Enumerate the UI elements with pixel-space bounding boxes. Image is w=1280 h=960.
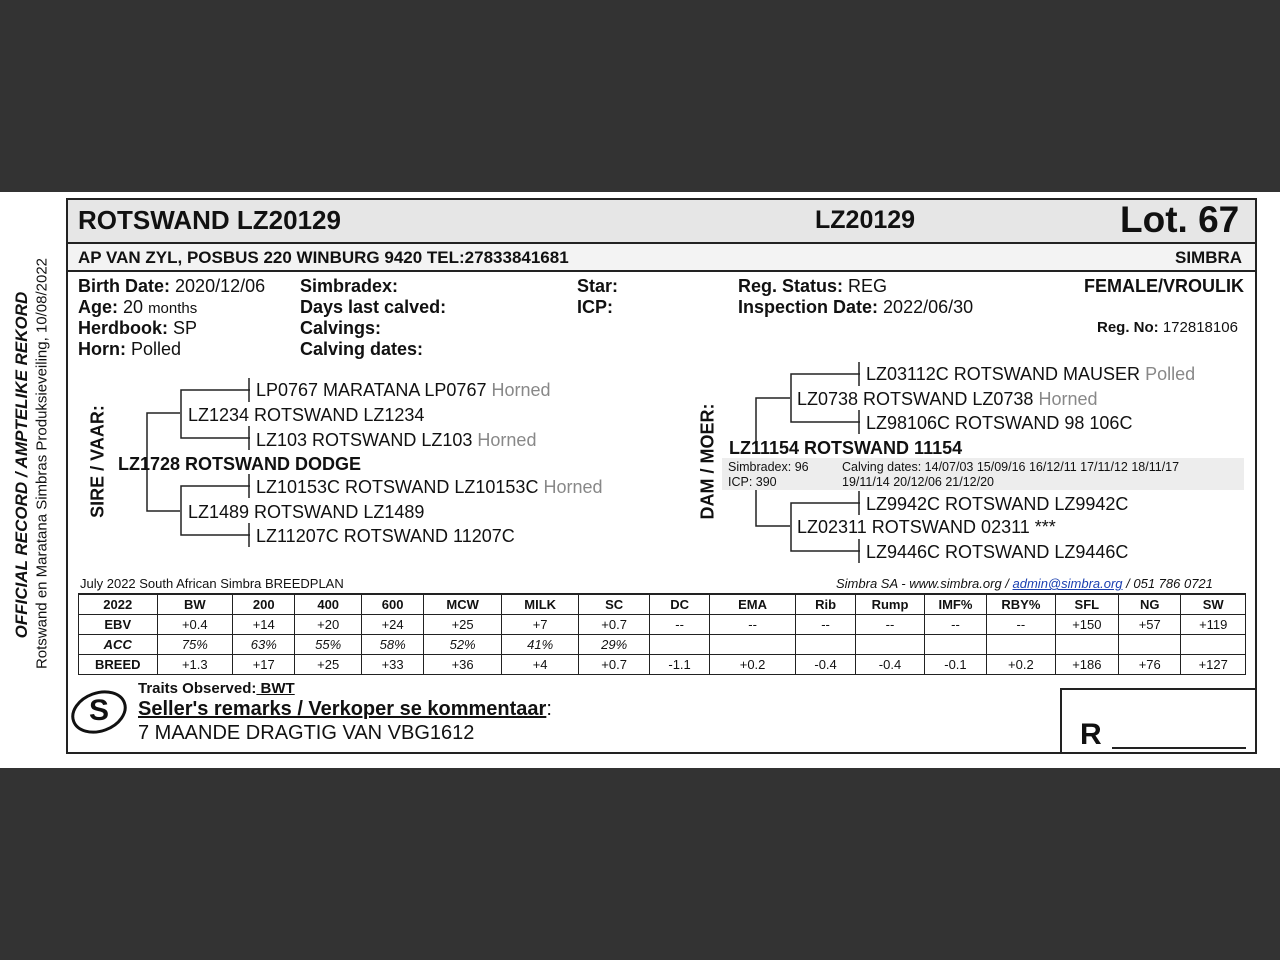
breed: SIMBRA bbox=[1175, 248, 1243, 267]
table-cell: 600 bbox=[361, 594, 423, 615]
animal-name: ROTSWAND LZ20129 bbox=[78, 205, 341, 235]
sire-name: LZ1728 ROTSWAND DODGE bbox=[118, 454, 362, 474]
table-cell: BREED bbox=[79, 655, 158, 675]
table-cell: +76 bbox=[1119, 655, 1181, 675]
table-cell bbox=[710, 635, 796, 655]
sale-info-label: Rotswand en Maratana Simbras Produksieveiling, 10/08/2022 bbox=[33, 257, 51, 670]
dam-calving-dates-cont: 19/11/14 20/12/06 21/12/20 bbox=[842, 475, 994, 489]
table-cell: SW bbox=[1181, 594, 1246, 615]
table-cell: -- bbox=[856, 615, 924, 635]
table-cell: +0.4 bbox=[157, 615, 233, 635]
dam-sire: LZ0738 ROTSWAND LZ0738 Horned bbox=[797, 389, 1098, 409]
table-cell: +186 bbox=[1055, 655, 1118, 675]
table-cell: +0.7 bbox=[579, 655, 649, 675]
table-cell: +150 bbox=[1055, 615, 1118, 635]
table-cell: 63% bbox=[233, 635, 295, 655]
table-cell: +57 bbox=[1119, 615, 1181, 635]
dam-icp: ICP: 390 bbox=[728, 475, 777, 489]
dam-dam-dam: LZ9446C ROTSWAND LZ9446C bbox=[866, 542, 1129, 562]
traits-observed: Traits Observed: BWT bbox=[138, 680, 295, 697]
table-cell: -- bbox=[649, 615, 709, 635]
email-link[interactable]: admin@simbra.org bbox=[1012, 576, 1123, 591]
table-cell: BW bbox=[157, 594, 233, 615]
table-cell bbox=[1181, 635, 1246, 655]
sellers-remarks-label: Seller's remarks / Verkoper se kommentaar: bbox=[138, 698, 552, 720]
sire-sire: LZ1234 ROTSWAND LZ1234 bbox=[188, 405, 425, 425]
table-cell: Rib bbox=[795, 594, 855, 615]
official-record-label: OFFICIAL RECORD / AMPTELIKE REKORD bbox=[12, 291, 31, 639]
table-cell: +36 bbox=[424, 655, 502, 675]
table-cell bbox=[1119, 635, 1181, 655]
table-cell: +24 bbox=[361, 615, 423, 635]
table-cell: +4 bbox=[501, 655, 579, 675]
sire-sire-sire: LP0767 MARATANA LP0767 Horned bbox=[256, 380, 551, 400]
dam-calving-dates: Calving dates: 14/07/03 15/09/16 16/12/11 17/11/12 18/11/17 bbox=[842, 460, 1180, 474]
table-cell: +14 bbox=[233, 615, 295, 635]
dam-dam-sire: LZ9942C ROTSWAND LZ9942C bbox=[866, 494, 1129, 514]
days-last-calved-label: Days last calved: bbox=[300, 297, 447, 317]
table-cell: +25 bbox=[295, 655, 361, 675]
table-cell: 52% bbox=[424, 635, 502, 655]
ebv-table bbox=[78, 593, 1246, 675]
table-cell: -- bbox=[987, 615, 1055, 635]
svg-text:S: S bbox=[88, 694, 110, 727]
inspection-date: Inspection Date: 2022/06/30 bbox=[738, 297, 974, 317]
price-input-line[interactable] bbox=[1112, 747, 1246, 749]
sire-label: SIRE / VAAR: bbox=[87, 405, 108, 518]
birth-date: Birth Date: 2020/12/06 bbox=[78, 276, 266, 296]
table-cell: +0.2 bbox=[710, 655, 796, 675]
table-cell: 29% bbox=[579, 635, 649, 655]
simbradex-label: Simbradex: bbox=[300, 276, 399, 296]
sex: FEMALE/VROULIK bbox=[1084, 276, 1244, 296]
table-cell: 400 bbox=[295, 594, 361, 615]
table-cell: SFL bbox=[1055, 594, 1118, 615]
table-cell: IMF% bbox=[924, 594, 986, 615]
dam-name: LZ11154 ROTSWAND 11154 bbox=[729, 438, 963, 458]
table-cell bbox=[924, 635, 986, 655]
table-cell: RBY% bbox=[987, 594, 1055, 615]
icp-label: ICP: bbox=[577, 297, 613, 317]
table-cell: +33 bbox=[361, 655, 423, 675]
table-cell: -1.1 bbox=[649, 655, 709, 675]
age: Age: 20 months bbox=[78, 297, 198, 317]
table-row bbox=[79, 655, 1246, 675]
table-cell bbox=[987, 635, 1055, 655]
table-cell bbox=[795, 635, 855, 655]
table-cell: +0.2 bbox=[987, 655, 1055, 675]
sellers-remarks: 7 MAANDE DRAGTIG VAN VBG1612 bbox=[138, 722, 475, 744]
table-cell: +0.7 bbox=[579, 615, 649, 635]
table-cell: -- bbox=[795, 615, 855, 635]
lot-number: Lot. 67 bbox=[1120, 199, 1240, 240]
table-cell: EBV bbox=[79, 615, 158, 635]
calvings-label: Calvings: bbox=[300, 318, 382, 338]
table-cell: SC bbox=[579, 594, 649, 615]
table-cell: MCW bbox=[424, 594, 502, 615]
table-cell: -- bbox=[924, 615, 986, 635]
dam-dam: LZ02311 ROTSWAND 02311 *** bbox=[797, 517, 1056, 537]
table-cell: +119 bbox=[1181, 615, 1246, 635]
table-row bbox=[79, 635, 1246, 655]
table-cell: 41% bbox=[501, 635, 579, 655]
table-cell: +127 bbox=[1181, 655, 1246, 675]
table-cell: ACC bbox=[79, 635, 158, 655]
sire-dam-dam: LZ11207C ROTSWAND 11207C bbox=[256, 526, 515, 546]
sire-sire-dam: LZ103 ROTSWAND LZ103 Horned bbox=[256, 430, 537, 450]
table-row bbox=[79, 594, 1246, 615]
table-cell: 2022 bbox=[79, 594, 158, 615]
table-cell: 55% bbox=[295, 635, 361, 655]
dam-simbradex: Simbradex: 96 bbox=[728, 460, 809, 474]
reg-number: Reg. No: 172818106 bbox=[1097, 319, 1238, 336]
table-cell: +25 bbox=[424, 615, 502, 635]
table-cell: EMA bbox=[710, 594, 796, 615]
table-cell: +7 bbox=[501, 615, 579, 635]
breedplan-contact: Simbra SA - www.simbra.org / admin@simbra.org / 051 786 0721 bbox=[836, 576, 1213, 591]
table-cell bbox=[1055, 635, 1118, 655]
table-cell: 200 bbox=[233, 594, 295, 615]
price-label: R bbox=[1080, 718, 1102, 751]
dam-sire-sire: LZ03112C ROTSWAND MAUSER Polled bbox=[866, 364, 1196, 384]
calving-dates-label: Calving dates: bbox=[300, 339, 424, 359]
reg-status: Reg. Status: REG bbox=[738, 276, 888, 296]
table-cell: MILK bbox=[501, 594, 579, 615]
sire-dam: LZ1489 ROTSWAND LZ1489 bbox=[188, 502, 425, 522]
table-cell: +17 bbox=[233, 655, 295, 675]
table-row bbox=[79, 615, 1246, 635]
table-cell: 58% bbox=[361, 635, 423, 655]
owner-info: AP VAN ZYL, POSBUS 220 WINBURG 9420 TEL:27833841681 bbox=[78, 248, 569, 267]
herdbook: Herdbook: SP bbox=[78, 318, 198, 338]
star-label: Star: bbox=[577, 276, 619, 296]
table-cell: DC bbox=[649, 594, 709, 615]
table-cell: Rump bbox=[856, 594, 924, 615]
sire-dam-sire: LZ10153C ROTSWAND LZ10153C Horned bbox=[256, 477, 603, 497]
breedplan-caption: July 2022 South African Simbra BREEDPLAN bbox=[80, 576, 344, 591]
horn-status: Horn: Polled bbox=[78, 339, 182, 359]
table-cell: -- bbox=[710, 615, 796, 635]
dam-sire-dam: LZ98106C ROTSWAND 98 106C bbox=[866, 413, 1133, 433]
table-cell: +20 bbox=[295, 615, 361, 635]
animal-id: LZ20129 bbox=[815, 206, 916, 234]
table-cell: +1.3 bbox=[157, 655, 233, 675]
table-cell: 75% bbox=[157, 635, 233, 655]
table-cell bbox=[856, 635, 924, 655]
table-cell: -0.4 bbox=[795, 655, 855, 675]
table-cell: NG bbox=[1119, 594, 1181, 615]
dam-label: DAM / MOER: bbox=[697, 403, 718, 520]
simbra-logo bbox=[68, 684, 130, 736]
table-cell: -0.1 bbox=[924, 655, 986, 675]
table-cell bbox=[649, 635, 709, 655]
table-cell: -0.4 bbox=[856, 655, 924, 675]
